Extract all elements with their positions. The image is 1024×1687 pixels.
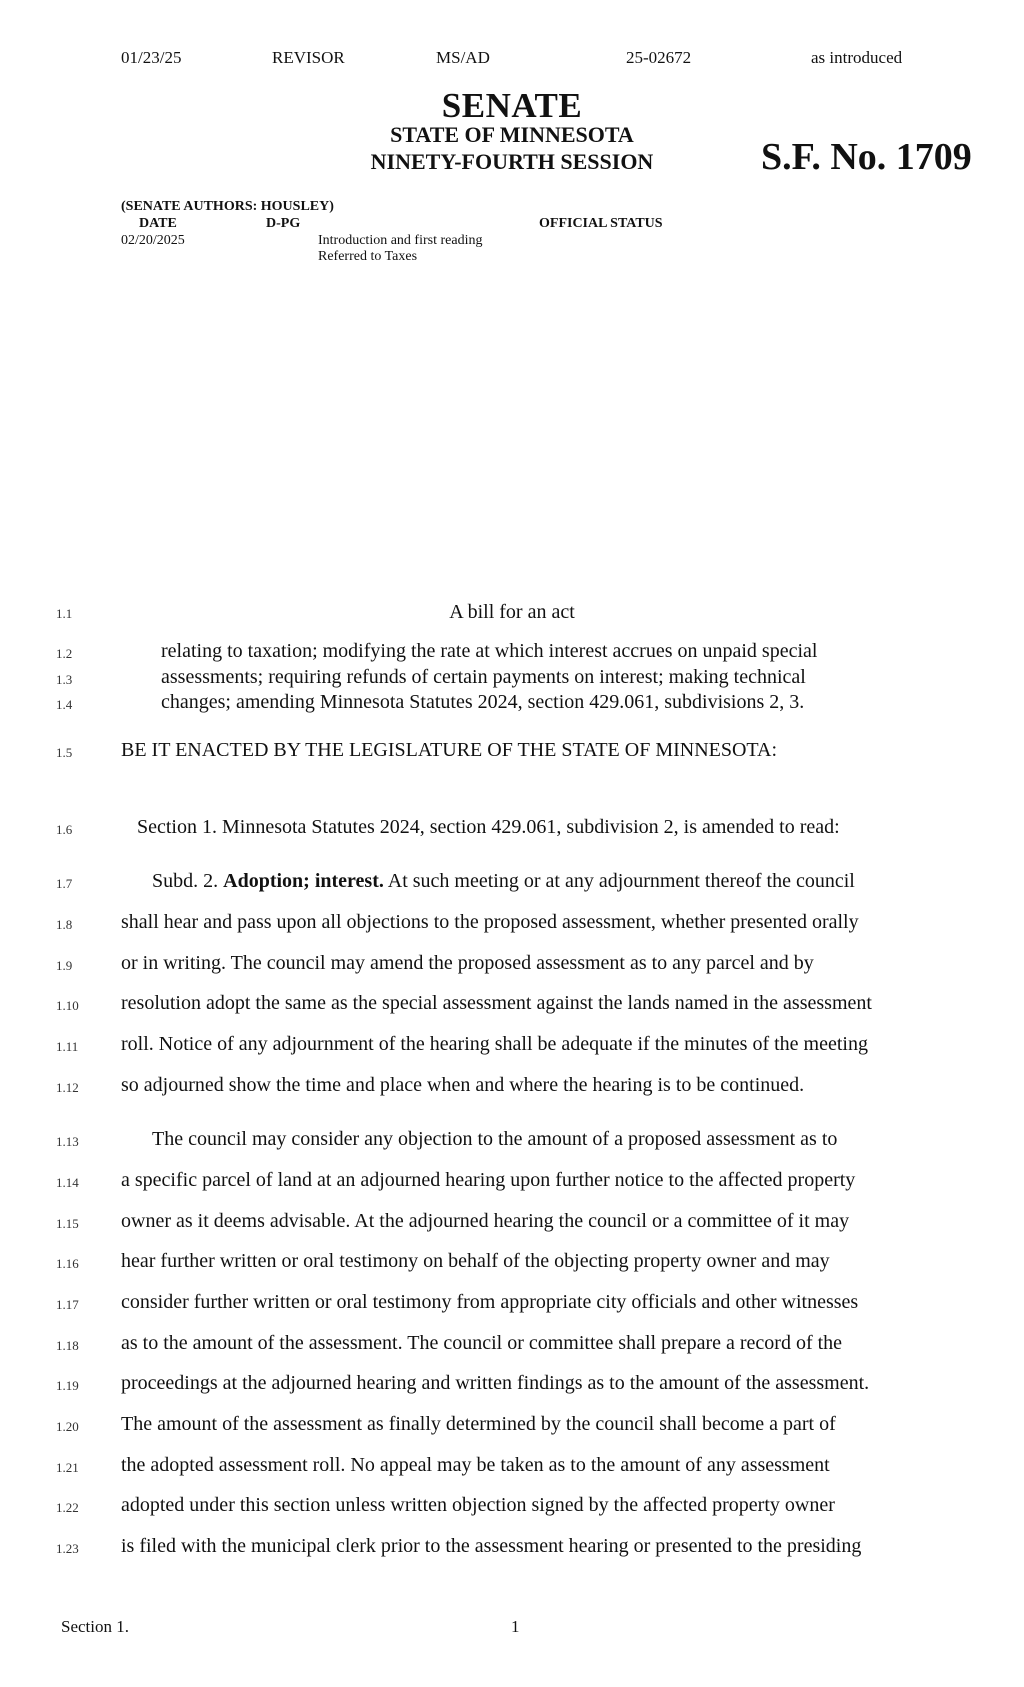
status-entry-line: Introduction and first reading	[318, 233, 483, 248]
line-number: 1.16	[56, 1256, 79, 1271]
bill-number: S.F. No. 1709	[761, 136, 972, 178]
line-number: 1.5	[56, 745, 73, 760]
subdivision-title: Adoption; interest.	[223, 870, 384, 892]
line-number: 1.10	[56, 998, 79, 1013]
line-number: 1.14	[56, 1175, 79, 1190]
header-revisor: REVISOR	[272, 48, 345, 67]
status-col-dpg: D-PG	[266, 216, 301, 231]
body-line: The amount of the assessment as finally determined by the council shall become a part of	[121, 1413, 836, 1435]
body-line: resolution adopt the same as the special assessment against the lands named in the assessment	[121, 992, 872, 1014]
line-number: 1.8	[56, 917, 73, 932]
body-line: The council may consider any objection to the amount of a proposed assessment as to	[152, 1128, 838, 1150]
body-line: consider further written or oral testimony from appropriate city officials and other witnesses	[121, 1291, 859, 1313]
line-number: 1.2	[56, 646, 73, 661]
line-number: 1.13	[56, 1134, 79, 1149]
status-col-official: OFFICIAL STATUS	[539, 216, 663, 231]
line-number: 1.9	[56, 958, 73, 973]
body-line: or in writing. The council may amend the proposed assessment as to any parcel and by	[121, 952, 814, 974]
line-number: 1.19	[56, 1378, 79, 1393]
header-status: as introduced	[811, 48, 903, 67]
line-number: 1.17	[56, 1297, 79, 1312]
body-line: hear further written or oral testimony on behalf of the objecting property owner and may	[121, 1250, 830, 1272]
body-line: shall hear and pass upon all objections to the proposed assessment, whether presented orally	[121, 911, 859, 933]
line-number: 1.23	[56, 1541, 79, 1556]
status-entry-line: Referred to Taxes	[318, 249, 418, 264]
line-number: 1.11	[56, 1039, 79, 1054]
line-number: 1.6	[56, 822, 73, 837]
bill-title-line: relating to taxation; modifying the rate at which interest accrues on unpaid special	[161, 640, 818, 662]
line-number: 1.3	[56, 672, 73, 687]
body-line: adopted under this section unless written objection signed by the affected property owner	[121, 1494, 835, 1516]
body-line: is filed with the municipal clerk prior to the assessment hearing or presented to the presiding	[121, 1535, 862, 1557]
body-line: owner as it deems advisable. At the adjourned hearing the council or a committee of it may	[121, 1210, 850, 1232]
enacting-clause: BE IT ENACTED BY THE LEGISLATURE OF THE STATE OF MINNESOTA:	[121, 739, 778, 761]
section-heading: Section 1. Minnesota Statutes 2024, section 429.061, subdivision 2, is amended to read:	[137, 816, 840, 838]
header-drafter: MS/AD	[436, 48, 490, 67]
line-number: 1.22	[56, 1500, 79, 1515]
state-title: STATE OF MINNESOTA	[390, 122, 634, 147]
body-line: a specific parcel of land at an adjourned hearing upon further notice to the affected property	[121, 1169, 856, 1191]
body-line: roll. Notice of any adjournment of the hearing shall be adequate if the minutes of the meeting	[121, 1033, 868, 1055]
body-line: proceedings at the adjourned hearing and written findings as to the amount of the assessment.	[121, 1372, 870, 1394]
status-entry-date: 02/20/2025	[121, 233, 185, 248]
subdivision-line	[152, 870, 855, 893]
page-number: 1	[511, 1617, 520, 1636]
header-doc-number: 25-02672	[626, 48, 692, 67]
bill-heading: A bill for an act	[449, 601, 575, 623]
session-title: NINETY-FOURTH SESSION	[370, 149, 654, 174]
line-number: 1.21	[56, 1460, 79, 1475]
line-number: 1.4	[56, 697, 73, 712]
senate-authors: (SENATE AUTHORS: HOUSLEY)	[121, 199, 334, 214]
subdivision-prefix: Subd. 2.	[152, 870, 224, 892]
footer-section: Section 1.	[61, 1617, 129, 1636]
line-number: 1.15	[56, 1216, 79, 1231]
line-number: 1.18	[56, 1338, 79, 1353]
chamber-title: SENATE	[441, 86, 583, 125]
subdivision-text: At such meeting or at any adjournment thereof the council	[383, 870, 855, 892]
line-number: 1.12	[56, 1080, 79, 1095]
line-number: 1.7	[56, 876, 73, 891]
header-date: 01/23/25	[121, 48, 182, 67]
body-line: the adopted assessment roll. No appeal may be taken as to the amount of any assessment	[121, 1454, 830, 1476]
status-col-date: DATE	[139, 216, 177, 231]
bill-title-line: changes; amending Minnesota Statutes 2024, section 429.061, subdivisions 2, 3.	[161, 691, 805, 713]
line-number: 1.1	[56, 606, 73, 621]
body-line: so adjourned show the time and place when and where the hearing is to be continued.	[121, 1074, 805, 1096]
bill-title-line: assessments; requiring refunds of certain payments on interest; making technical	[161, 666, 806, 688]
line-number: 1.20	[56, 1419, 79, 1434]
body-line: as to the amount of the assessment. The council or committee shall prepare a record of the	[121, 1332, 843, 1354]
